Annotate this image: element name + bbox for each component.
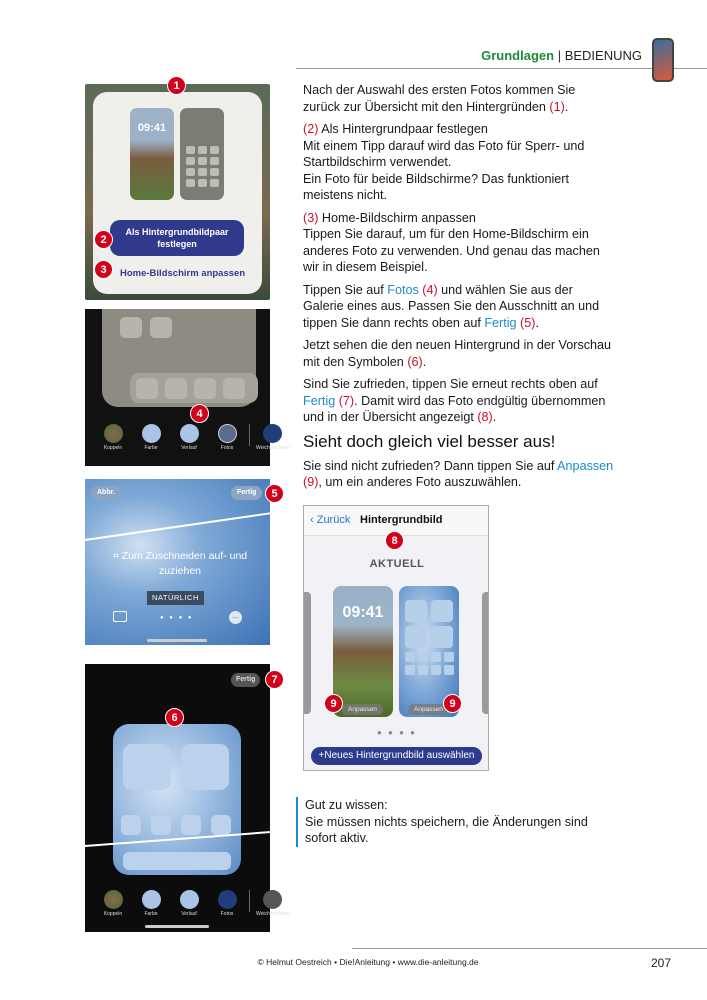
badge-2: 2 — [94, 230, 113, 249]
paragraph-7: Sie sind nicht zufrieden? Dann tippen Sie auf Anpassen (9), um ein anderes Foto auszuwählen. — [303, 458, 614, 489]
adjust-homescreen-button[interactable]: Anpassen — [408, 704, 449, 715]
dock — [123, 852, 231, 870]
cancel-button[interactable]: Abbr. — [91, 486, 121, 500]
tip-box — [296, 797, 616, 847]
tip-body: Sie müssen nichts speichern, die Änderungen sind sofort aktiv. — [305, 814, 588, 845]
header-section: Grundlagen — [481, 48, 555, 63]
footer-credit: © Helmut Oestreich • Die!Anleitung • www.die-anleitung.de — [257, 957, 479, 967]
badge-1: 1 — [167, 76, 186, 95]
homescreen-icons — [405, 600, 453, 648]
current-label: AKTUELL — [369, 558, 425, 570]
screenshot-homescreen-preview — [85, 664, 290, 932]
paragraph-6: Sind Sie zufrieden, tippen Sie erneut rechts oben auf Fertig (7). Damit wird das Foto endgültig übernommen und in der Übersicht angezeigt (8). — [303, 377, 606, 424]
badge-4: 4 — [190, 404, 209, 423]
back-button[interactable]: ‹ Zurück — [310, 514, 351, 526]
header-separator: | — [557, 48, 562, 63]
gradient-option[interactable]: Verlauf — [173, 890, 205, 917]
text-column — [303, 82, 615, 497]
photos-option[interactable]: Fotos — [211, 424, 243, 451]
page-dots: ● ● ● ● — [160, 615, 194, 621]
more-icon[interactable]: … — [229, 611, 242, 624]
lockscreen-time: 09:41 — [137, 122, 167, 134]
lockscreen-time: 09:41 — [342, 604, 384, 621]
homescreen-icons — [186, 146, 220, 187]
editor-toolbar — [97, 890, 288, 930]
page-dots: ● ● ● ● — [377, 728, 417, 737]
badge-6: 6 — [165, 708, 184, 727]
screenshot-photo-crop — [85, 479, 270, 645]
dock — [130, 373, 258, 403]
paragraph-4: Tippen Sie auf Fotos (4) und wählen Sie aus der Galerie eines aus. Passen Sie den Ausschnitt an und tippen Sie dann rechts oben auf Fertig (5). — [303, 282, 600, 330]
page-header — [380, 48, 642, 63]
photos-option[interactable]: Fotos — [211, 890, 243, 917]
badge-7: 7 — [265, 670, 284, 689]
footer-rule — [352, 948, 707, 949]
new-wallpaper-button[interactable]: +Neues Hintergrundbild auswählen — [311, 747, 482, 765]
section-heading: Sieht doch gleich viel besser aus! — [303, 431, 556, 451]
screenshot-homescreen-editor — [85, 309, 290, 466]
color-option[interactable]: Farbe — [135, 890, 167, 917]
badge-9-home: 9 — [443, 694, 462, 713]
pair-option[interactable]: Koppeln — [97, 424, 129, 451]
badge-9-lock: 9 — [324, 694, 343, 713]
filter-label: NATÜRLICH — [147, 591, 204, 605]
paragraph-1: Nach der Auswahl des ersten Fotos kommen Sie zurück zur Übersicht mit den Hintergründen (1). — [303, 83, 576, 114]
nav-title: Hintergrundbild — [360, 514, 443, 526]
tip-title: Gut zu wissen: — [305, 798, 388, 812]
wallpaper-card — [93, 92, 262, 294]
page-number: 207 — [651, 956, 672, 970]
done-button[interactable]: Fertig — [231, 486, 262, 500]
editor-toolbar — [97, 424, 288, 464]
header-rule — [296, 68, 707, 69]
phone-icon — [652, 38, 674, 82]
homescreen-wallpaper — [102, 309, 256, 407]
color-option[interactable]: Farbe — [135, 424, 167, 451]
badge-3: 3 — [94, 260, 113, 279]
blur-option[interactable]: Weichzeichnen — [256, 424, 288, 451]
paragraph-2: (2) Als Hintergrundpaar festlegen Mit einem Tipp darauf wird das Foto für Sperr- und Startbildschirm verwendet. Ein Foto für beide Bildschirme? Das funktioniert meistens nicht. — [303, 122, 585, 202]
badge-5: 5 — [265, 484, 284, 503]
blur-option[interactable]: Weichzeichnen — [256, 890, 288, 917]
set-wallpaper-pair-button[interactable]: Als Hintergrundbildpaar festlegen — [110, 220, 244, 256]
adjust-lockscreen-button[interactable]: Anpassen — [342, 704, 383, 715]
badge-8: 8 — [385, 531, 404, 550]
homescreen-small-icons — [405, 652, 454, 675]
done-button[interactable]: Fertig — [231, 673, 260, 687]
customize-homescreen-link[interactable]: Home-Bildschirm anpassen — [120, 268, 246, 279]
pair-option[interactable]: Koppeln — [97, 890, 129, 917]
photo-library-icon[interactable] — [113, 611, 127, 622]
paragraph-5: Jetzt sehen die den neuen Hintergrund in der Vorschau mit den Symbolen (6). — [303, 338, 612, 369]
crop-hint: ⌗ Zum Zuschneiden auf- und zuziehen — [112, 550, 248, 577]
gradient-option[interactable]: Verlauf — [173, 424, 205, 451]
new-wallpaper-preview — [113, 724, 241, 875]
paragraph-3: (3) Home-Bildschirm anpassen Tippen Sie darauf, um für den Home-Bildschirm ein anderes Foto zu verwenden. Und genau das machen wir in diesem Beispiel. — [303, 210, 600, 274]
header-subsection: BEDIENUNG — [564, 48, 642, 63]
